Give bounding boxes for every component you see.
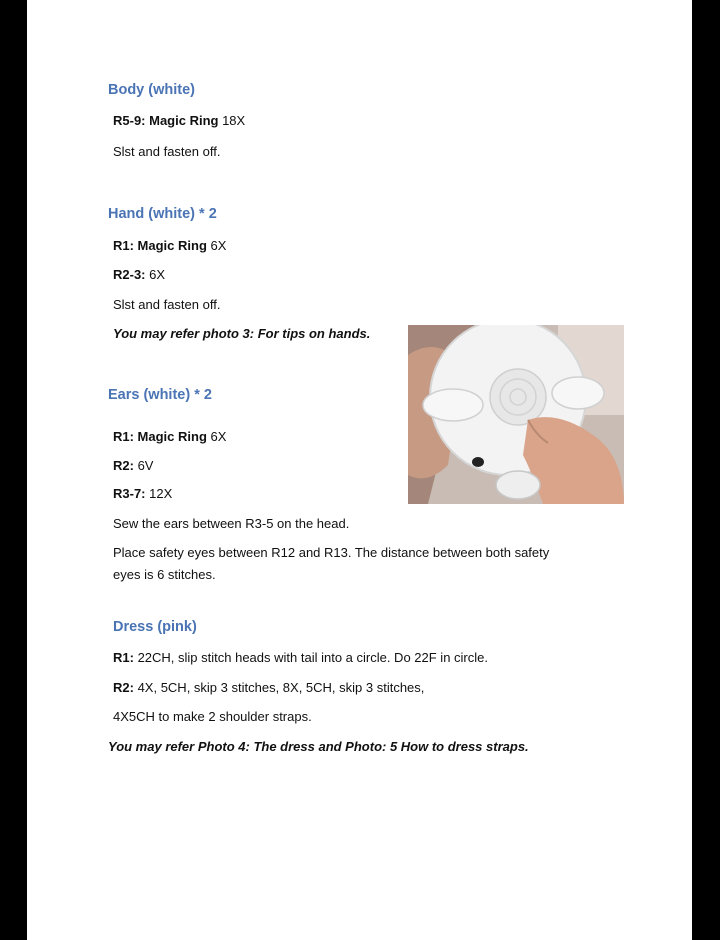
dress-r2-value: 4X, 5CH, skip 3 stitches, 8X, 5CH, skip 3 stitches,: [133, 680, 425, 695]
hand-finish: Slst and fasten off.: [113, 297, 221, 312]
ears-row1-label: R1: Magic Ring: [113, 429, 207, 444]
ears-row-r3-7: [113, 486, 172, 502]
eyes-line-1: Place safety eyes between R12 and R13. The distance between both safety: [113, 545, 550, 560]
document-page: [27, 0, 692, 940]
eyes-line-2: eyes is 6 stitches.: [113, 567, 216, 582]
hand-heading: Hand (white) * 2: [108, 206, 217, 222]
hand-row1-label: R1: Magic Ring: [113, 238, 207, 253]
dress-row-r2: [113, 680, 424, 696]
ears-heading: Ears (white) * 2: [108, 387, 212, 403]
hand-row-r1: [113, 238, 226, 254]
ears-row2-value: 6V: [133, 458, 154, 473]
ears-row3-value: 12X: [145, 486, 173, 501]
photo-graphic: [408, 325, 624, 504]
dress-r2-continued: 4X5CH to make 2 shoulder straps.: [113, 709, 312, 724]
dress-r2-label: R2:: [113, 680, 134, 695]
hand-tip: You may refer photo 3: For tips on hands.: [113, 326, 371, 341]
ears-row-r1: [113, 429, 226, 445]
ears-sew: Sew the ears between R3-5 on the head.: [113, 516, 350, 531]
body-finish: Slst and fasten off.: [113, 144, 221, 159]
dress-row-r1: [113, 650, 488, 666]
body-row-label: R5-9: Magic Ring: [113, 113, 219, 128]
body-row-r5-9: [113, 113, 245, 129]
ears-row2-label: R2:: [113, 458, 134, 473]
dress-r1-label: R1:: [113, 650, 134, 665]
dress-heading: Dress (pink): [113, 619, 197, 635]
dress-tip: You may refer Photo 4: The dress and Photo: 5 How to dress straps.: [108, 739, 529, 754]
ears-row3-label: R3-7:: [113, 486, 146, 501]
body-heading: Body (white): [108, 82, 195, 98]
body-row-value: 18X: [218, 113, 246, 128]
ears-row1-value: 6X: [206, 429, 227, 444]
ears-row-r2: [113, 458, 153, 474]
hand-row2-label: R2-3:: [113, 267, 146, 282]
hand-row1-value: 6X: [206, 238, 227, 253]
crochet-ball-photo: [408, 325, 624, 504]
hand-row2-value: 6X: [145, 267, 166, 282]
hand-row-r2-3: [113, 267, 165, 283]
dress-r1-value: 22CH, slip stitch heads with tail into a circle. Do 22F in circle.: [133, 650, 488, 665]
